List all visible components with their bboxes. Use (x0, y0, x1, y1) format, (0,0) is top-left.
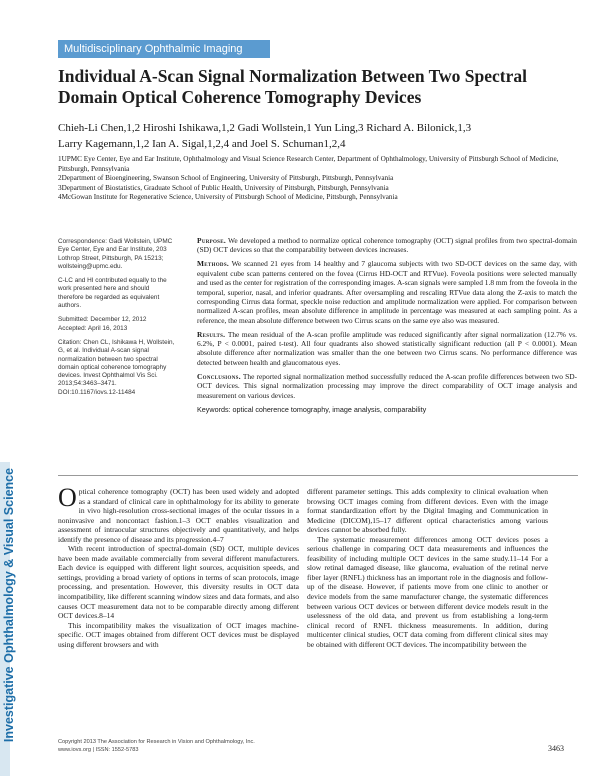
correspondence: Correspondence: Gadi Wollstein, UPMC Eye Center, Eye and Ear Institute, 203 Lothrop Street, Pittsburgh, PA 15213; wollsteing@upmc.edu. (58, 238, 173, 270)
methods-text: We scanned 21 eyes from 14 healthy and 7 glaucoma subjects with two SD-OCT devices on the same day, with equivalent cube scan patterns centered on the fovea (Cirrus HD-OCT and RTVue). Foveola positions were selected manually and used as the center for registration of the corresponding images. A-scan signals were sampled 1.8 mm from the foveola in the temporal, superior, nasal, and inferior quadrants. After oversampling and rescaling RTVue data along the Z-axis to match the corresponding Cirrus data format, speckle noise reduction and amplitude normalization were applied. For comparison between normalized A-scan profiles, mean absolute difference in amplitude in percentage was measured at each sampling point. As a reference, the mean absolute difference between two Cirrus scans on the same eye also was measured. (197, 259, 577, 325)
body-column-right (307, 487, 548, 649)
drop-cap: O (58, 483, 77, 512)
submitted-date: Submitted: December 12, 2012 (58, 316, 147, 324)
affiliation-2: 2Department of Bioengineering, Swanson School of Engineering, University of Pittsburgh, Pittsburgh, Pennsylvania (58, 174, 394, 183)
body-text: ptical coherence tomography (OCT) has been used widely and adopted as a standard of clinical care in ophthalmology for its ability to generate in vivo high-resolution cross-sectional images of the ocular tissues in a noninvasive and noncontact fashion.1–3 OCT enables visualization and assessment of intraocular structures objectively and quantitatively, and helps identify the presence of disease and its progression.4–7 (58, 487, 299, 544)
copyright-footer (58, 738, 358, 754)
body-column-left (58, 483, 299, 649)
abstract-conclusions (197, 372, 577, 400)
body-paragraph (58, 483, 299, 544)
results-heading: Results. (197, 329, 226, 339)
body-paragraph: The systematic measurement differences among OCT devices poses a serious challenge in comparing OCT data measurements and influences the feasibility of including multiple OCT devices in the same study.11–14 For a slow retinal damaged disease, like glaucoma, evaluation of the retinal nerve fiber layer (RNFL) thickness has an important role in the diagnosis and follow-up of the disease. However, if patients move from one clinic to another or device models from the same manufacturer change, the systematic differences between various OCT devices or between different device models result in the uselessness of the old data, and prevent us from establishing a long-term clinical record of RNFL thickness measurements. In addition, during multicenter clinical studies, OCT data coming from different clinical sites may be obtained with different OCT devices. The incompatibility between the (307, 534, 548, 649)
purpose-heading: Purpose. (197, 236, 227, 245)
issn-line: www.iovs.org | ISSN: 1552-5783 (58, 747, 139, 753)
author-line-2: Larry Kagemann,1,2 Ian A. Sigal,1,2,4 and Joel S. Schuman1,2,4 (58, 138, 346, 150)
conclusions-heading: Conclusions. (197, 371, 241, 381)
section-divider (58, 475, 578, 476)
side-margin-top (0, 0, 10, 462)
citation: Citation: Chen CL, Ishikawa H, Wollstein, G, et al. Individual A-scan signal normalization between two spectral domain optical coherence tomography devices. Invest Ophthalmol Vis Sci. 2013;54:3463–3471. DOI:10.1167/iovs.12-11484 (58, 338, 175, 396)
body-paragraph: With recent introduction of spectral-domain (SD) OCT, multiple devices have been made available commercially from several different manufacturers. Each device is equipped with different light sources, acquisition speeds, and settings, providing a broad variety of options in terms of scan protocols, image processing, and presentation. However, this diversity results in OCT data incompatibility, like different scanning window sizes and data formats, and also causes OCT measurement data not to be comparable directly among different OCT devices.8–14 (58, 544, 299, 621)
affiliation-3: 3Department of Biostatistics, Graduate School of Public Health, University of Pittsburgh, Pittsburgh, Pennsylvania (58, 183, 389, 192)
body-paragraph: different parameter settings. This adds complexity to clinical evaluation when browsing OCT images coming from different devices. Even with the image format standardization effort by the Digital Imaging and Communication in Medicine (DICOM),15–17 different optical characteristics among various devices cannot be absorbed fully. (307, 487, 548, 535)
accepted-date: Accepted: April 16, 2013 (58, 324, 128, 332)
purpose-text: We developed a method to normalize optical coherence tomography (OCT) signal profiles from two spectral-domain (SD) OCT devices so that the comparability between devices increases. (197, 236, 577, 255)
section-banner: Multidisciplinary Ophthalmic Imaging (58, 40, 270, 58)
affiliation-1: 1UPMC Eye Center, Eye and Ear Institute, Ophthalmology and Visual Science Research Center, Department of Ophthalmology, University of Pittsburgh School of Medicine, Pittsburgh, Pennsylvania (58, 155, 559, 173)
affiliations (58, 155, 578, 203)
methods-heading: Methods. (197, 259, 230, 269)
abstract (197, 236, 577, 418)
copyright-line: Copyright 2013 The Association for Research in Vision and Ophthalmology, Inc. (58, 739, 255, 745)
article-title: Individual A-Scan Signal Normalization Between Two Spectral Domain Optical Coherence Tomography Devices (58, 66, 527, 107)
journal-side-label: Investigative Ophthalmology & Visual Science (2, 467, 16, 743)
results-text: The mean residual of the A-scan profile amplitude was reduced significantly after signal normalization (12.7% vs. 6.2%, P < 0.0001, paired t-test). All four quadrants also showed statistically significant reduction (all P < 0.0001). Mean absolute difference after normalization was smaller than the one between two Cirrus scans. No performance difference was detected between health and glaucomatous eyes. (197, 329, 578, 367)
affiliation-4: 4McGowan Institute for Regenerative Science, University of Pittsburgh School of Medicine, Pittsburgh, Pennsylvania (58, 193, 398, 202)
author-list (58, 120, 558, 152)
author-line-1: Chieh-Li Chen,1,2 Hiroshi Ishikawa,1,2 Gadi Wollstein,1 Yun Ling,3 Richard A. Bilonick,1,3 (58, 122, 472, 134)
article-notes (58, 238, 176, 403)
page-number: 3463 (548, 744, 564, 753)
conclusions-text: The reported signal normalization method successfully reduced the A-scan profile differences between two SD-OCT devices. This signal normalization processing may improve the direct comparability of OCT image analysis and measurement on various devices. (197, 371, 577, 400)
abstract-methods (197, 259, 577, 325)
abstract-results (197, 330, 577, 368)
contribution-note: C-LC and HI contributed equally to the work presented here and should therefore be regarded as equivalent authors. (58, 277, 167, 310)
keywords: Keywords: optical coherence tomography, image analysis, comparability (197, 404, 427, 414)
body-paragraph: This incompatibility makes the visualization of OCT images machine-specific. OCT images obtained from different OCT devices must be displayed using different browsers and with (58, 620, 299, 649)
abstract-purpose (197, 236, 577, 255)
